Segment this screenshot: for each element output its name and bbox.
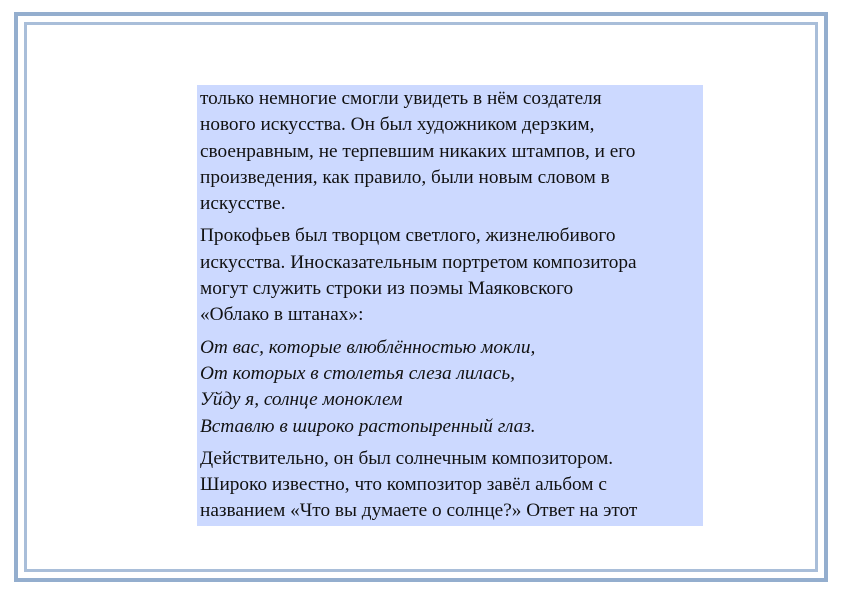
text-line: названием «Что вы думаете о солнце?» Ответ на этот	[200, 500, 638, 522]
text-line: Прокофьев был творцом светлого, жизнелюбивого	[200, 225, 616, 247]
text-line: могут служить строки из поэмы Маяковского	[200, 278, 574, 300]
poem-line: Вставлю в широко растопыренный глаз.	[200, 415, 536, 437]
paragraph-intro	[200, 86, 700, 217]
poem-line: Уйду я, солнце моноклем	[200, 389, 403, 411]
text-line: искусстве.	[200, 193, 286, 215]
text-line: «Облако в штанах»:	[200, 304, 364, 326]
poem-quote	[200, 335, 700, 440]
text-line: Широко известно, что композитор завёл альбом с	[200, 474, 607, 496]
paragraph-prokofiev	[200, 223, 700, 328]
text-line: своенравным, не терпевшим никаких штампов, и его	[200, 140, 636, 162]
text-block	[197, 85, 703, 526]
text-line: только немногие смогли увидеть в нём создателя	[200, 88, 602, 109]
text-line: искусства. Иносказательным портретом композитора	[200, 251, 637, 273]
text-line: Действительно, он был солнечным композитором.	[200, 447, 614, 469]
paragraph-sun	[200, 446, 700, 525]
text-line: нового искусства. Он был художником дерзким,	[200, 114, 595, 136]
text-line: произведения, как правило, были новым словом в	[200, 166, 610, 188]
poem-line: От которых в столетья слеза лилась,	[200, 362, 515, 384]
poem-line: От вас, которые влюблённостью мокли,	[200, 336, 536, 358]
